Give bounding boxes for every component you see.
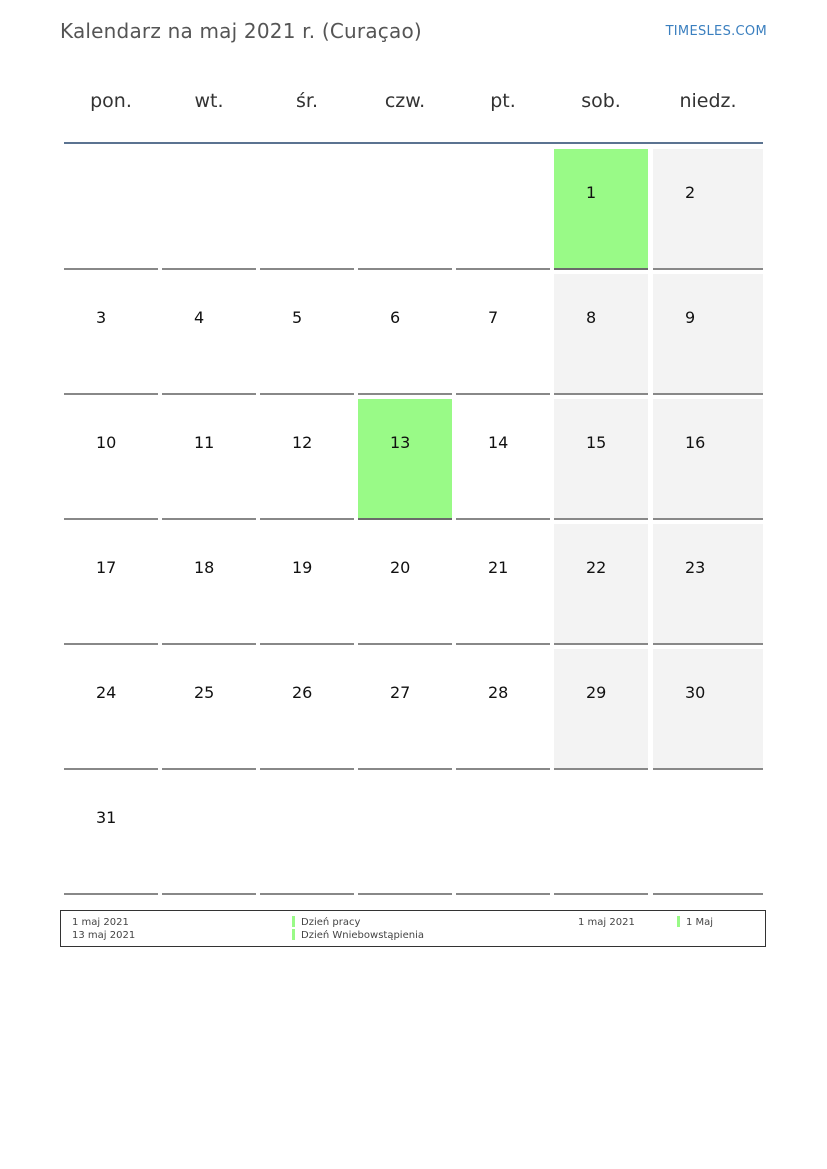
day-number: 2 (685, 183, 696, 202)
empty-day-cell (162, 149, 256, 270)
legend-holiday-name: Dzień Wniebowstąpienia (301, 930, 424, 941)
day-cell[interactable] (162, 649, 256, 770)
calendar-grid (64, 149, 763, 895)
day-number: 7 (488, 308, 499, 327)
day-number: 29 (586, 683, 607, 702)
day-number: 19 (292, 558, 313, 577)
weekend-day-cell[interactable] (653, 274, 763, 395)
day-cell[interactable] (260, 524, 354, 645)
page-title: Kalendarz na maj 2021 r. (Curaçao) (60, 19, 422, 43)
empty-day-cell (260, 149, 354, 270)
holiday-marker (677, 916, 680, 927)
empty-day-cell (162, 774, 256, 895)
weekday-sat: sob. (581, 90, 621, 112)
brand-logo[interactable]: TIMESLES.COM (665, 24, 767, 39)
day-cell[interactable] (64, 274, 158, 395)
day-cell[interactable] (162, 524, 256, 645)
weekend-day-cell[interactable] (653, 149, 763, 270)
day-cell[interactable] (358, 649, 452, 770)
weekday-sun: niedz. (679, 90, 737, 112)
day-number: 27 (390, 683, 411, 702)
legend-holiday-name: Dzień pracy (301, 917, 361, 928)
day-cell[interactable] (456, 274, 550, 395)
day-cell[interactable] (456, 649, 550, 770)
weekday-thu: czw. (384, 90, 426, 112)
day-number: 26 (292, 683, 313, 702)
day-number: 25 (194, 683, 215, 702)
day-cell[interactable] (64, 649, 158, 770)
day-cell[interactable] (358, 524, 452, 645)
empty-day-cell (653, 774, 763, 895)
day-cell[interactable] (260, 399, 354, 520)
legend-holiday (292, 916, 424, 929)
day-cell[interactable] (162, 399, 256, 520)
empty-day-cell (358, 774, 452, 895)
empty-day-cell (64, 149, 158, 270)
day-number: 10 (96, 433, 117, 452)
day-cell[interactable] (260, 274, 354, 395)
day-number: 17 (96, 558, 117, 577)
holiday-day-cell[interactable] (358, 399, 452, 520)
legend-date: 13 maj 2021 (72, 930, 136, 941)
weekend-day-cell[interactable] (554, 649, 648, 770)
day-number: 8 (586, 308, 597, 327)
day-number: 28 (488, 683, 509, 702)
day-number: 21 (488, 558, 509, 577)
weekday-mon: pon. (90, 90, 132, 112)
legend-holiday (292, 929, 424, 942)
day-number: 30 (685, 683, 706, 702)
legend-date: 1 maj 2021 (578, 917, 635, 928)
empty-day-cell (456, 774, 550, 895)
day-cell[interactable] (64, 524, 158, 645)
weekend-day-cell[interactable] (653, 399, 763, 520)
day-number: 13 (390, 433, 411, 452)
holiday-legend (60, 910, 766, 947)
day-number: 15 (586, 433, 607, 452)
day-number: 3 (96, 308, 107, 327)
day-cell[interactable] (162, 274, 256, 395)
legend-date: 1 maj 2021 (72, 917, 129, 928)
legend-holiday (677, 916, 713, 929)
day-number: 11 (194, 433, 215, 452)
empty-day-cell (554, 774, 648, 895)
day-number: 18 (194, 558, 215, 577)
day-number: 20 (390, 558, 411, 577)
day-cell[interactable] (456, 399, 550, 520)
weekday-header (64, 90, 763, 120)
day-cell[interactable] (64, 399, 158, 520)
day-number: 12 (292, 433, 313, 452)
weekend-day-cell[interactable] (653, 649, 763, 770)
holiday-marker (292, 929, 295, 940)
day-cell[interactable] (260, 649, 354, 770)
holiday-marker (292, 916, 295, 927)
holiday-day-cell[interactable] (554, 149, 648, 270)
weekday-tue: wt. (194, 90, 224, 112)
day-number: 5 (292, 308, 303, 327)
header-divider (64, 142, 763, 144)
day-number: 6 (390, 308, 401, 327)
day-number: 31 (96, 808, 117, 827)
empty-day-cell (358, 149, 452, 270)
empty-day-cell (260, 774, 354, 895)
day-number: 9 (685, 308, 696, 327)
day-number: 24 (96, 683, 117, 702)
weekday-wed: śr. (295, 90, 318, 112)
day-number: 22 (586, 558, 607, 577)
day-cell[interactable] (456, 524, 550, 645)
day-number: 14 (488, 433, 509, 452)
empty-day-cell (456, 149, 550, 270)
weekend-day-cell[interactable] (554, 274, 648, 395)
day-number: 1 (586, 183, 597, 202)
day-cell[interactable] (64, 774, 158, 895)
weekend-day-cell[interactable] (554, 399, 648, 520)
weekend-day-cell[interactable] (653, 524, 763, 645)
day-number: 23 (685, 558, 706, 577)
day-number: 4 (194, 308, 205, 327)
weekday-fri: pt. (490, 90, 516, 112)
day-cell[interactable] (358, 274, 452, 395)
legend-holiday-name: 1 Maj (686, 917, 714, 928)
day-number: 16 (685, 433, 706, 452)
weekend-day-cell[interactable] (554, 524, 648, 645)
